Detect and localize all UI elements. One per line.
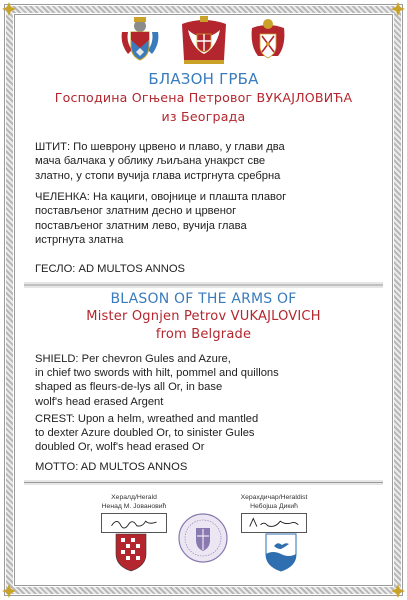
heraldist-name: Небојша Дикић — [250, 502, 298, 510]
english-shield-line: in chief two swords with hilt, pommel and quillons — [35, 367, 279, 380]
serbian-shield-line: ШТИТ: По шеврону црвено и плаво, у глави два — [35, 141, 285, 153]
crossed-swords-arms-icon — [246, 14, 290, 64]
english-owner-line: Mister Ognjen Petrov VUKAJLOVICH — [86, 309, 321, 324]
english-motto: MOTTO: AD MULTOS ANNOS — [35, 461, 188, 473]
serbian-shield-blazon — [35, 140, 375, 183]
corner-ornament-icon — [2, 584, 16, 598]
english-crest-line: to dexter Azure doubled Or, to sinister Gules — [35, 427, 255, 440]
herald-role: Хералд/Herald — [111, 494, 157, 501]
serbian-title: БЛАЗОН ГРБА — [148, 70, 259, 88]
red-cross-municipal-arms-icon — [114, 532, 148, 572]
heraldist-role: Херахдичар/Heraldist — [240, 494, 308, 501]
corner-ornament-icon — [391, 584, 405, 598]
serbian-crest-line: постављеног златним десно и црвеног — [35, 205, 237, 218]
section-divider — [24, 480, 383, 485]
english-crest-blazon — [35, 412, 375, 455]
family-coat-of-arms-icon — [118, 14, 162, 64]
heraldic-society-seal-icon — [177, 510, 229, 566]
blue-bird-municipal-arms-icon — [264, 532, 298, 572]
serbian-motto: ГЕСЛО: AD MULTOS ANNOS — [35, 263, 185, 275]
english-shield-line: shaped as fleurs-de-lys all Or, in base — [35, 381, 223, 394]
heraldist-signature — [241, 513, 307, 533]
serbian-crest-blazon — [35, 190, 375, 248]
english-crest-line: CREST: Upon a helm, wreathed and mantled — [35, 413, 259, 425]
english-title: BLASON OF THE ARMS OF — [110, 291, 297, 307]
english-shield-blazon — [35, 352, 375, 409]
serbian-origin: из Београда — [161, 109, 246, 124]
herald-signature-block — [92, 494, 176, 533]
serbian-shield-line: мача балчака у облику љиљана унакрст све — [35, 155, 266, 168]
serbian-crest-line: постављеног златним лево, вучија глава — [35, 219, 247, 232]
serbian-royal-arms-icon — [180, 14, 228, 66]
serbian-crest-line: ЧЕЛЕНКА: На кациги, овојнице и плашта плавог — [35, 191, 287, 203]
section-divider — [24, 282, 383, 288]
english-origin: from Belgrade — [155, 327, 252, 342]
heraldist-signature-block — [232, 494, 316, 533]
english-shield-line: wolf's head erased Argent — [35, 395, 164, 408]
coats-of-arms-row — [0, 14, 407, 66]
herald-name: Ненад М. Јовановић — [101, 502, 167, 510]
serbian-owner-line: Господина Огњена Петровог ВУКАЈЛОВИЋА — [54, 90, 353, 105]
english-crest-line: doubled Or, wolf's head erased Or — [35, 441, 205, 454]
herald-signature — [101, 513, 167, 533]
english-shield-line: SHIELD: Per chevron Gules and Azure, — [35, 353, 231, 365]
serbian-shield-line: златно, у стопи вучија глава истргнута сребрна — [35, 169, 281, 182]
serbian-crest-line: истргнута златна — [35, 234, 124, 247]
